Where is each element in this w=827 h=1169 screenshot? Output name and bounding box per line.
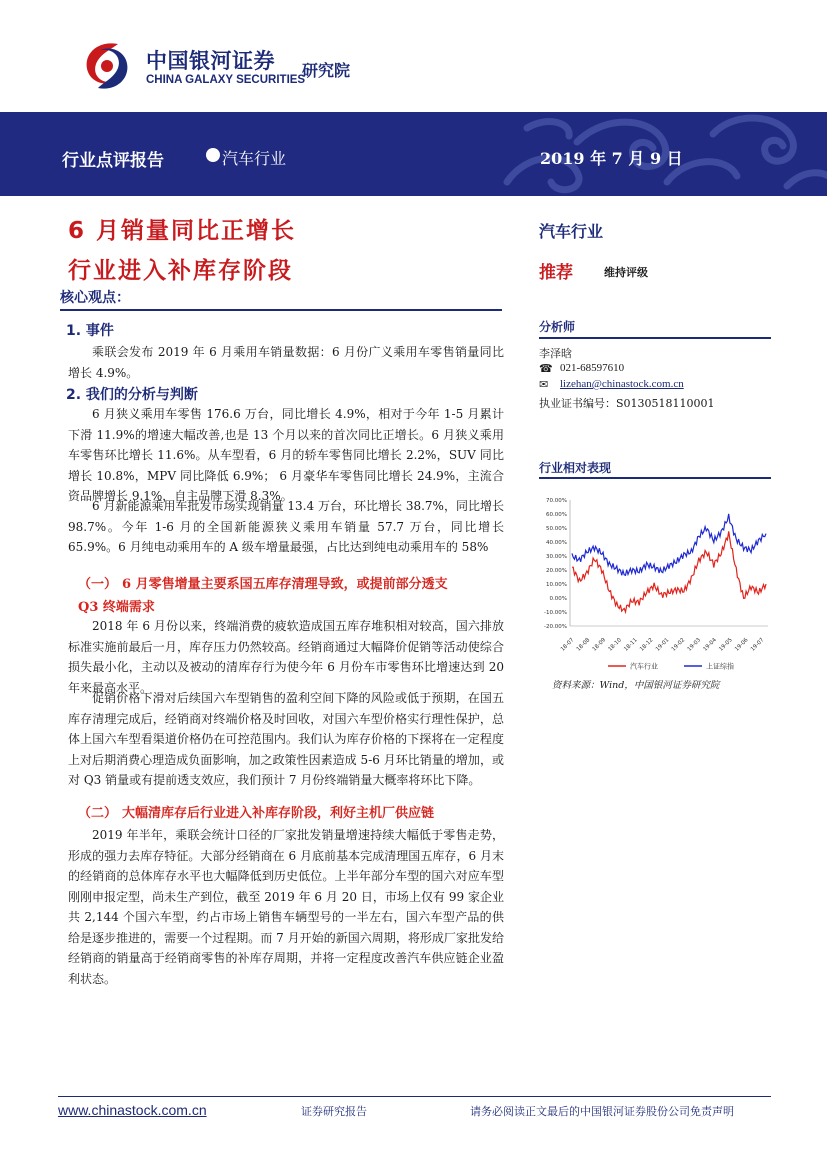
x-tick-label: 19-03 — [686, 637, 703, 653]
divider — [60, 309, 502, 311]
x-tick-label: 19-07 — [749, 637, 766, 653]
y-tick-label: -10.00% — [544, 610, 567, 616]
y-tick-label: 20.00% — [546, 568, 567, 574]
y-tick-label: 10.00% — [546, 582, 567, 588]
report-title-line2: 行业进入补库存阶段 — [68, 258, 293, 284]
report-date: 2019 年 7 月 9 日 — [540, 149, 683, 168]
y-tick-label: 70.00% — [546, 498, 567, 504]
y-tick-label: 40.00% — [546, 540, 567, 546]
subheading-1-cont: Q3 终端需求 — [78, 600, 155, 615]
x-tick-label: 19-02 — [670, 637, 687, 653]
rating-note: 维持评级 — [604, 266, 648, 279]
paragraph-event: 乘联会发布 2019 年 6 月乘用车销量数据：6 月份广义乘用车零售销量同比增长 4.9%。 — [68, 345, 504, 380]
y-tick-label: 0.00% — [549, 596, 567, 602]
x-tick-label: 18-10 — [607, 637, 623, 653]
paragraph-analysis-4: 促销价格下滑对后续国六车型销售的盈利空间下降的风险或低于预期，在国五库存清理完成后，经销商对终端价格及时回收，对国六车型价格实行理性保护，总体上国六车型看渠道价格仍在可控范围内。我们认为库存价格的下探将在一定程度上对后期消费心理造成负面影响，加之政策性因素造成 5-6 月环比销量的增加，或对 Q3 销量或有提前透支效应，我们预计 7 月份终端销量大概率将环比下降。 — [68, 691, 504, 787]
paragraph-analysis-5: 2019 年半年，乘联会统计口径的厂家批发销量增速持续大幅低于零售走势，形成的强力去库存特征。大部分经销商在 6 月底前基本完成清理国五库存，6 月末的经销商的总体库存水平也大幅降低到历史低位。上半年部分车型的国六对应车型刚刚申报定型，尚未生产到位，截至 2019 年 6 月 20 日，市场上仅有 99 家企业共 2,144 个国六车型，约占市场上销售车辆型号的一半左右，国六车型产品的供给是逐步推进的，需要一个过程期。而 7 月开始的新国六周期，将形成厂家批发给经销商的销量高于经销商零售的补库存周期，并将一定程度改善汽车供应链企业盈利状态。 — [68, 828, 504, 986]
y-tick-label: 50.00% — [546, 526, 567, 532]
subheading-1: 6 月零售增量主要系国五库存清理导致，或提前部分透支 — [122, 577, 448, 592]
subheading-1-label: （一） — [78, 577, 118, 592]
report-title-line1: 6 月销量同比正增长 — [68, 218, 297, 244]
sidebar-industry: 汽车行业 — [539, 222, 604, 241]
analyst-email[interactable]: lizehan@chinastock.com.cn — [560, 378, 684, 390]
y-tick-label: -20.00% — [544, 624, 567, 630]
brand-name-cn: 中国银河证券 — [146, 49, 275, 73]
legend-label: 上证综指 — [706, 662, 734, 671]
y-tick-label: 60.00% — [546, 512, 567, 518]
relative-performance-chart — [536, 490, 772, 676]
company-logo — [78, 40, 136, 92]
x-tick-label: 19-05 — [718, 637, 734, 653]
chart-source: 资料来源：Wind，中国银河证券研究院 — [552, 680, 720, 691]
brand-name-en: CHINA GALAXY SECURITIES — [146, 74, 306, 86]
y-tick-label: 30.00% — [546, 554, 567, 560]
subheading-2-label: （二） — [78, 806, 118, 821]
chart-heading: 行业相对表现 — [539, 461, 612, 475]
report-type: 行业点评报告 — [62, 151, 164, 171]
phone-icon: ☎ — [539, 362, 553, 375]
x-tick-label: 18-12 — [639, 637, 655, 653]
legend-label: 汽车行业 — [630, 662, 658, 671]
bullet-dot-icon — [206, 148, 220, 162]
paragraph-analysis-3: 2018 年 6 月份以来，终端消费的疲软造成国五库存堆积相对较高，国六排放标准实施前最后一月，库存压力仍然较高。经销商通过大幅降价促销等活动使综合损失最小化，主动以及被动的清库存行为使今年 6 月份车市零售环比增速达到 20 年来最高水平。 — [68, 619, 504, 695]
x-tick-label: 18-11 — [623, 637, 639, 653]
series-line-index — [572, 514, 766, 576]
footer-disclaimer: 请务必阅读正文最后的中国银河证券股份公司免责声明 — [470, 1105, 734, 1118]
core-viewpoint-label: 核心观点： — [60, 290, 130, 306]
analyst-cert: 执业证书编号：S0130518110001 — [539, 397, 715, 410]
paragraph-analysis-2: 6 月新能源乘用车批发市场实现销量 13.4 万台，环比增长 38.7%，同比增长 98.7%。今年 1-6 月的全国新能源狭义乘用车销量 57.7 万台，同比增长 65.9%。6 月纯电动乘用车的 A 级车增量最强，占比达到纯电动乘用车的 58% — [68, 499, 504, 554]
x-tick-label: 18-08 — [575, 637, 592, 653]
paragraph-analysis-1: 6 月狭义乘用车零售 176.6 万台，同比增长 4.9%，相对于今年 1-5 月累计下滑 11.9%的增速大幅改善,也是 13 个月以来的首次同比正增长。6 月狭义乘用车零售环比增长 11.6%。从车型看，6 月的轿车零售同比增长 2.2%，SUV 同比增长 10.8%，MPV 同比降低 6.9%； 6 月豪华车零售同比增长 24.9%，主流合资品牌增长 9.1%，自主品牌下滑 8.3%。 — [68, 407, 504, 503]
analyst-phone: 021-68597610 — [560, 362, 625, 374]
footer-doc-type: 证券研究报告 — [301, 1105, 367, 1118]
analyst-name: 李泽晗 — [539, 347, 572, 360]
analyst-label: 分析师 — [539, 320, 576, 334]
x-tick-label: 19-01 — [654, 637, 671, 653]
institute-name: 研究院 — [302, 61, 351, 80]
industry-tag: 汽车行业 — [222, 149, 287, 168]
email-icon: ✉ — [539, 378, 549, 391]
section-heading-event: 1. 事件 — [66, 323, 114, 339]
divider — [539, 477, 771, 479]
subheading-2: 大幅清库存后行业进入补库存阶段，利好主机厂供应链 — [122, 806, 435, 821]
x-tick-label: 18-09 — [591, 637, 608, 653]
footer-divider — [58, 1096, 771, 1097]
rating: 推荐 — [539, 263, 573, 283]
footer-website-link[interactable]: www.chinastock.com.cn — [58, 1102, 207, 1118]
x-tick-label: 19-04 — [702, 637, 718, 653]
x-tick-label: 18-07 — [559, 637, 576, 653]
section-heading-analysis: 2. 我们的分析与判断 — [66, 387, 198, 403]
divider — [539, 337, 771, 339]
x-tick-label: 19-06 — [734, 637, 750, 653]
